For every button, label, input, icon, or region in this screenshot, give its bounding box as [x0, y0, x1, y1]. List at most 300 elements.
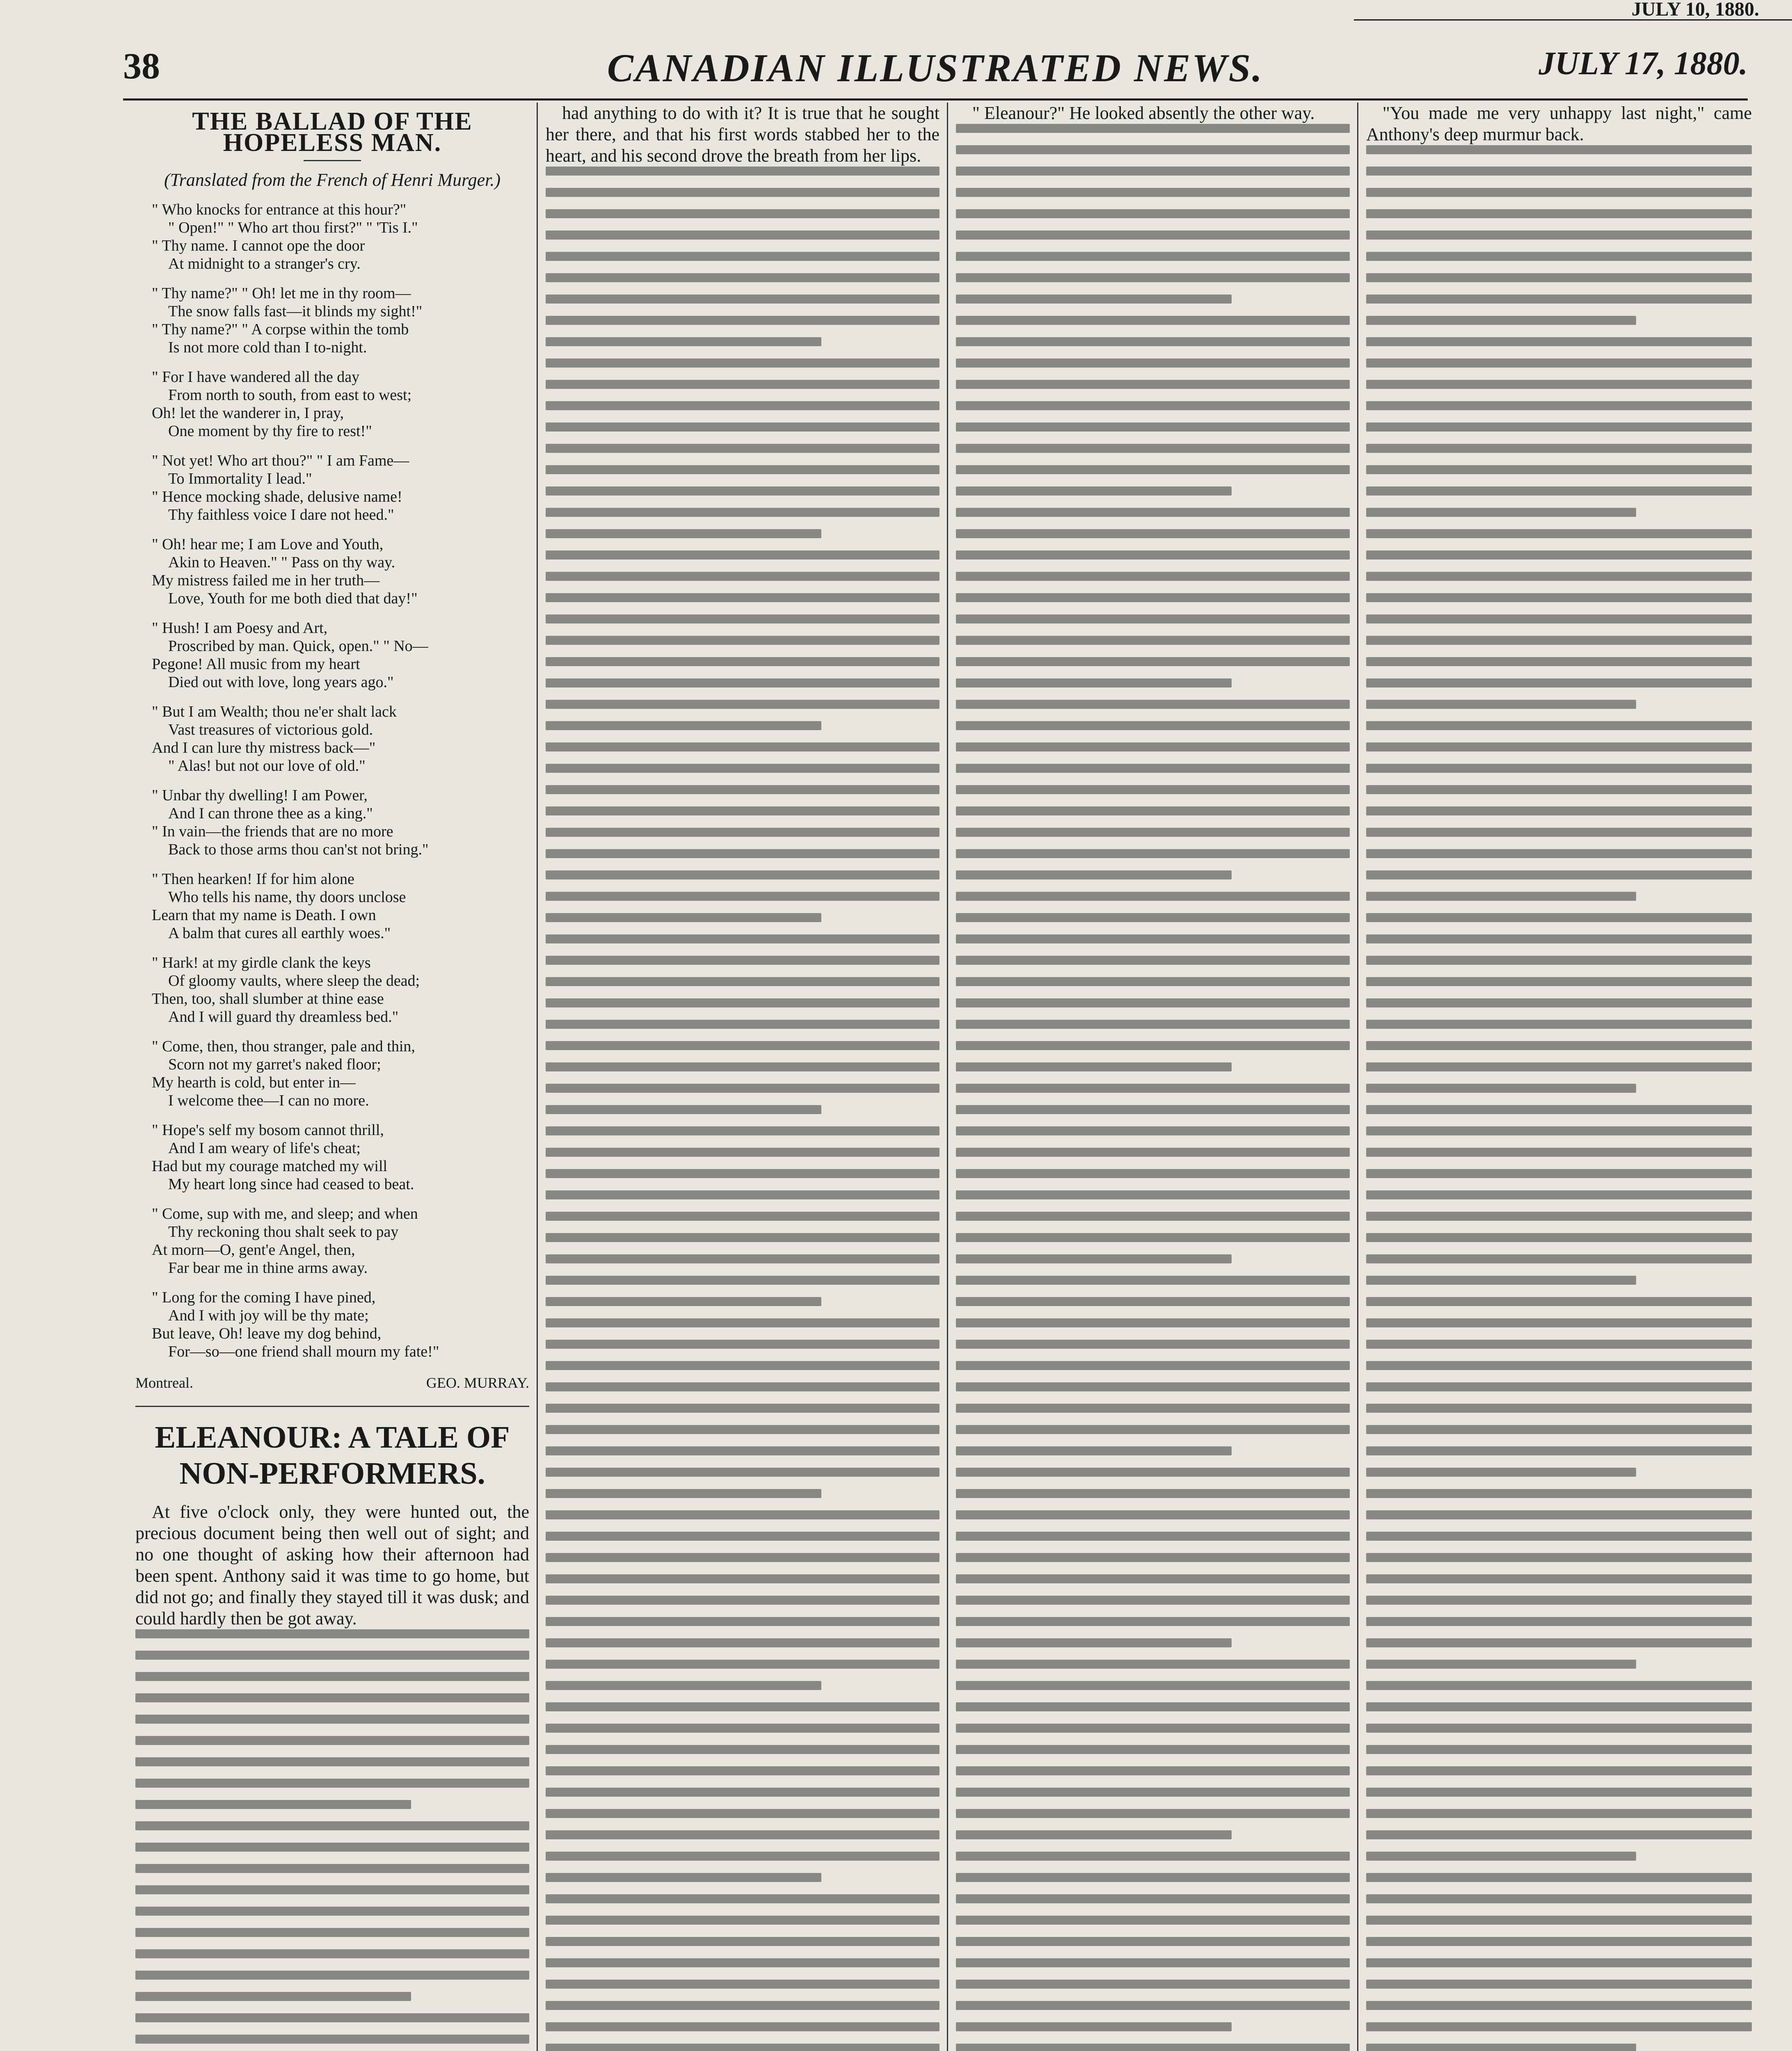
- poem-stanza: [152, 535, 529, 608]
- poem-stanza: [152, 1121, 529, 1193]
- poem-stanza: [152, 1037, 529, 1110]
- poem-heading: THE BALLAD OF THE HOPELESS MAN.: [192, 107, 473, 157]
- text-line: [1366, 423, 1752, 432]
- poem-line: At morn—O, gent'e Angel, then,: [152, 1241, 355, 1258]
- text-line: [956, 593, 1350, 602]
- text-line: [546, 423, 939, 432]
- text-line: [956, 1169, 1350, 1178]
- text-line: [135, 1843, 529, 1852]
- text-line: [546, 1318, 939, 1327]
- text-line: [956, 892, 1350, 901]
- text-line: [135, 1651, 529, 1660]
- text-line: [546, 892, 939, 901]
- text-line: [1366, 1510, 1752, 1519]
- text-line: [546, 1041, 939, 1050]
- text-line: [1366, 1084, 1636, 1093]
- poem-stanza: [152, 452, 529, 524]
- text-line: [1366, 913, 1752, 922]
- text-line: [546, 1681, 821, 1690]
- poem-stanza: [152, 954, 529, 1026]
- text-line: [956, 785, 1350, 794]
- text-line: [546, 913, 821, 922]
- text-line: [956, 1126, 1350, 1135]
- text-line: [956, 1318, 1350, 1327]
- text-line: [956, 1638, 1232, 1647]
- text-line: [956, 764, 1350, 773]
- text-line: [956, 1788, 1350, 1797]
- text-line: [546, 1084, 939, 1093]
- text-line: [956, 1062, 1232, 1071]
- text-line: [546, 550, 939, 560]
- text-line: [956, 550, 1350, 560]
- text-line: [956, 678, 1232, 687]
- poem-line: Love, Youth for me both died that day!": [168, 590, 418, 607]
- poem-line: And I can lure thy mistress back—": [152, 739, 376, 756]
- text-line: [1366, 892, 1636, 901]
- text-line: [546, 742, 939, 751]
- text-line: [956, 359, 1350, 368]
- text-line: [956, 614, 1350, 624]
- poem-line: Oh! let the wanderer in, I pray,: [152, 404, 344, 422]
- text-line: [546, 1020, 939, 1029]
- story-heading: ELEANOUR: A TALE OF NON-PERFORMERS.: [155, 1420, 510, 1491]
- text-line: [546, 337, 821, 346]
- poem-line: Scorn not my garret's naked floor;: [168, 1056, 381, 1073]
- text-line: [546, 1297, 821, 1306]
- text-line: [1366, 1702, 1752, 1711]
- text-line: [1366, 444, 1752, 453]
- text-line: [956, 913, 1350, 922]
- text-line: [1366, 1020, 1752, 1029]
- text-line: [956, 1446, 1232, 1455]
- poem-line: The snow falls fast—it blinds my sight!": [168, 303, 423, 320]
- text-line: [956, 1361, 1350, 1370]
- poem-line: " Open!" " Who art thou first?" " 'Tis I.": [168, 219, 418, 236]
- text-line: [546, 1340, 939, 1349]
- text-line: [546, 806, 939, 815]
- text-line: [546, 1894, 939, 1903]
- poem-line: " In vain—the friends that are no more: [152, 823, 393, 840]
- text-line: [546, 1809, 939, 1818]
- poem-line: Pegone! All music from my heart: [152, 655, 360, 673]
- text-line: [1366, 1830, 1752, 1839]
- text-line: [1366, 1446, 1752, 1455]
- text-line: [546, 1212, 939, 1221]
- text-line: [956, 124, 1350, 133]
- text-line: [956, 1340, 1350, 1349]
- text-line: [546, 1105, 821, 1114]
- text-line: [1366, 1318, 1752, 1327]
- poem-place: Montreal.: [135, 1375, 193, 1391]
- poem-line: But leave, Oh! leave my dog behind,: [152, 1325, 382, 1342]
- text-line: [1366, 1361, 1752, 1370]
- column-text: had anything to do with it? It is true that he sought her there, and that his first words stabbed her to the heart, and his second drove the breath from her lips.: [546, 103, 939, 166]
- text-line: [1366, 550, 1752, 560]
- text-line: [1366, 1276, 1636, 1285]
- text-line: [1366, 1425, 1752, 1434]
- poem-line: Back to those arms thou can'st not bring.": [168, 841, 429, 858]
- text-line: [546, 1446, 939, 1455]
- text-line: [956, 870, 1232, 879]
- text-line: [135, 1693, 529, 1702]
- text-line: [956, 2044, 1350, 2051]
- text-line: [546, 1489, 821, 1498]
- poem-line: " Alas! but not our love of old.": [168, 757, 366, 774]
- text-line: [546, 1958, 939, 1967]
- poem-line: From north to south, from east to west;: [168, 386, 412, 404]
- text-line: [1366, 359, 1752, 368]
- text-line: [135, 1821, 529, 1830]
- poem-line: " Thy name?" " Oh! let me in thy room—: [152, 285, 411, 302]
- text-line: [546, 700, 939, 709]
- text-line: [546, 2044, 939, 2051]
- text-line: [1366, 1873, 1752, 1882]
- text-line: [1366, 1105, 1752, 1114]
- poem-stanza: [152, 1288, 529, 1361]
- text-line: [1366, 486, 1752, 496]
- text-line: [546, 764, 939, 773]
- text-line: [546, 295, 939, 304]
- text-line: [956, 1105, 1350, 1114]
- text-line: [135, 1779, 529, 1788]
- text-line: [1366, 1617, 1752, 1626]
- poem-line: Learn that my name is Death. I own: [152, 907, 376, 924]
- text-line: [546, 1233, 939, 1242]
- poem-line: Far bear me in thine arms away.: [168, 1259, 368, 1277]
- text-line: [546, 508, 939, 517]
- text-line: [546, 1638, 939, 1647]
- poem-stanza: [152, 284, 529, 356]
- text-line: [956, 423, 1350, 432]
- text-line: [956, 380, 1350, 389]
- body-text: [135, 1629, 529, 2051]
- poem-line: Had but my courage matched my will: [152, 1158, 388, 1175]
- text-line: [1366, 1958, 1752, 1967]
- text-line: [135, 1907, 529, 1916]
- poem-line: " Come, then, thou stranger, pale and thin,: [152, 1038, 415, 1055]
- poem-line: " Who knocks for entrance at this hour?": [152, 201, 407, 218]
- text-line: [1366, 1852, 1636, 1861]
- text-line: [1366, 380, 1752, 389]
- text-line: [1366, 1340, 1752, 1349]
- text-line: [1366, 721, 1752, 730]
- text-line: [1366, 1553, 1752, 1562]
- poem-line: Thy reckoning thou shalt seek to pay: [168, 1223, 399, 1240]
- text-line: [956, 145, 1350, 154]
- text-line: [1366, 508, 1636, 517]
- text-line: [1366, 1468, 1636, 1477]
- text-line: [546, 1190, 939, 1199]
- poem-line: One moment by thy fire to rest!": [168, 423, 372, 440]
- text-line: [546, 1873, 821, 1882]
- poem-line: " Come, sup with me, and sleep; and when: [152, 1205, 418, 1222]
- poem-line: To Immortality I lead.": [168, 470, 312, 487]
- text-line: [546, 1510, 939, 1519]
- text-line: [956, 721, 1350, 730]
- poem-line: Of gloomy vaults, where sleep the dead;: [168, 972, 420, 989]
- text-line: [546, 1361, 939, 1370]
- text-line: [135, 1949, 529, 1958]
- text-line: [135, 1672, 529, 1681]
- text-line: [1366, 1574, 1752, 1583]
- poem-line: Proscribed by man. Quick, open." " No—: [168, 637, 428, 655]
- body-text: [546, 167, 939, 2051]
- text-line: [1366, 1190, 1752, 1199]
- text-line: [1366, 337, 1752, 346]
- text-line: [1366, 1233, 1752, 1242]
- text-line: [956, 1830, 1232, 1839]
- text-line: [956, 1681, 1350, 1690]
- text-line: [956, 1382, 1350, 1391]
- text-line: [956, 1276, 1350, 1285]
- text-line: [956, 1916, 1350, 1925]
- text-line: [546, 1617, 939, 1626]
- text-line: [1366, 657, 1752, 666]
- text-line: [135, 1736, 529, 1745]
- text-line: [546, 1788, 939, 1797]
- text-line: [546, 657, 939, 666]
- text-line: [956, 1510, 1350, 1519]
- text-line: [956, 1745, 1350, 1754]
- text-line: [956, 1297, 1350, 1306]
- text-line: [135, 1715, 529, 1724]
- text-line: [956, 465, 1350, 474]
- text-line: [546, 1126, 939, 1135]
- text-line: [956, 1809, 1350, 1818]
- poem-line: Thy faithless voice I dare not heed.": [168, 506, 394, 523]
- poem-stanza: [152, 201, 529, 273]
- divider: [135, 1406, 529, 1407]
- text-line: [1366, 700, 1636, 709]
- text-line: [546, 444, 939, 453]
- text-line: [1366, 806, 1752, 815]
- text-line: [956, 1958, 1350, 1967]
- text-line: [1366, 870, 1752, 879]
- text-line: [546, 572, 939, 581]
- text-line: [1366, 1766, 1752, 1775]
- text-line: [546, 1937, 939, 1946]
- text-line: [956, 1190, 1350, 1199]
- text-line: [546, 1276, 939, 1285]
- text-line: [956, 1596, 1350, 1605]
- text-line: [956, 849, 1350, 858]
- text-line: [546, 785, 939, 794]
- text-line: [546, 678, 939, 687]
- text-line: [956, 934, 1350, 943]
- text-line: [1366, 1660, 1636, 1669]
- text-line: [1366, 273, 1752, 282]
- text-line: [956, 1852, 1350, 1861]
- text-line: [1366, 252, 1752, 261]
- text-line: [956, 806, 1350, 815]
- text-line: [546, 529, 821, 538]
- body-text: [1366, 145, 1752, 2051]
- poem-stanza: [152, 368, 529, 440]
- column-text: " Eleanour?" He looked absently the other way.: [972, 103, 1315, 123]
- text-line: [1366, 1126, 1752, 1135]
- poem-author: GEO. MURRAY.: [426, 1375, 529, 1391]
- column-rule: [1357, 103, 1358, 2051]
- text-line: [956, 1660, 1350, 1669]
- text-line: [1366, 188, 1752, 197]
- text-line: [956, 1425, 1350, 1434]
- poem-line: " Not yet! Who art thou?" " I am Fame—: [152, 452, 409, 469]
- text-line: [956, 529, 1350, 538]
- text-line: [1366, 1894, 1752, 1903]
- poem-line: And I with joy will be thy mate;: [168, 1307, 369, 1324]
- poem-line: " Hark! at my girdle clank the keys: [152, 954, 371, 971]
- text-line: [546, 1980, 939, 1989]
- poem-line: Akin to Heaven." " Pass on thy way.: [168, 554, 395, 571]
- text-line: [546, 1468, 939, 1477]
- text-line: [956, 1041, 1350, 1050]
- poem-line: A balm that cures all earthly woes.": [168, 925, 391, 942]
- poem-line: Then, too, shall slumber at thine ease: [152, 990, 384, 1007]
- text-line: [546, 1553, 939, 1562]
- divider: [304, 160, 361, 161]
- text-line: [1366, 1041, 1752, 1050]
- text-line: [1366, 1169, 1752, 1178]
- text-line: [546, 359, 939, 368]
- text-line: [956, 828, 1350, 837]
- text-line: [1366, 934, 1752, 943]
- text-line: [956, 1873, 1350, 1882]
- text-line: [956, 2022, 1232, 2031]
- text-line: [956, 700, 1350, 709]
- text-line: [546, 1745, 939, 1754]
- text-line: [135, 1800, 411, 1809]
- text-line: [1366, 465, 1752, 474]
- text-line: [1366, 1382, 1752, 1391]
- text-line: [546, 1148, 939, 1157]
- text-line: [956, 1553, 1350, 1562]
- text-line: [1366, 231, 1752, 240]
- column-text: "You made me very unhappy last night," came Anthony's deep murmur back.: [1366, 103, 1752, 144]
- text-line: [1366, 295, 1752, 304]
- column-4: [1366, 103, 1752, 2051]
- text-line: [956, 572, 1350, 581]
- poem-line: " Thy name?" " A corpse within the tomb: [152, 321, 409, 338]
- text-line: [546, 636, 939, 645]
- text-line: [1366, 1532, 1752, 1541]
- text-line: [546, 1425, 939, 1434]
- newspaper-title: CANADIAN ILLUSTRATED NEWS.: [607, 46, 1264, 90]
- text-line: [546, 1766, 939, 1775]
- poem-line: And I am weary of life's cheat;: [168, 1140, 361, 1157]
- poem-line: At midnight to a stranger's cry.: [168, 255, 361, 272]
- poem-line: I welcome thee—I can no more.: [168, 1092, 369, 1109]
- poem-line: Died out with love, long years ago.": [168, 674, 394, 691]
- text-line: [956, 273, 1350, 282]
- text-line: [135, 2035, 529, 2044]
- poem-stanza: [152, 870, 529, 942]
- text-line: [1366, 1212, 1752, 1221]
- text-line: [546, 465, 939, 474]
- text-line: [546, 849, 939, 858]
- text-line: [1366, 636, 1752, 645]
- text-line: [546, 1596, 939, 1605]
- column-2: [546, 103, 939, 2051]
- text-line: [956, 1233, 1350, 1242]
- text-line: [956, 956, 1350, 965]
- text-line: [546, 1724, 939, 1733]
- text-line: [546, 209, 939, 218]
- text-line: [135, 1971, 529, 1980]
- text-line: [1366, 593, 1752, 602]
- text-line: [956, 1724, 1350, 1733]
- poem-stanza: [152, 786, 529, 859]
- text-line: [546, 401, 939, 410]
- text-line: [956, 1212, 1350, 1221]
- text-line: [956, 636, 1350, 645]
- text-line: [546, 167, 939, 176]
- text-line: [1366, 977, 1752, 986]
- text-line: [956, 337, 1350, 346]
- text-line: [1366, 167, 1752, 176]
- text-line: [135, 1885, 529, 1894]
- poem-signature: [135, 1372, 529, 1393]
- text-line: [546, 486, 939, 496]
- text-line: [1366, 956, 1752, 965]
- text-line: [1366, 401, 1752, 410]
- text-line: [1366, 2022, 1752, 2031]
- text-line: [546, 1830, 939, 1839]
- text-line: [546, 1382, 939, 1391]
- text-line: [1366, 742, 1752, 751]
- text-line: [546, 1062, 939, 1071]
- text-line: [546, 998, 939, 1007]
- text-line: [1366, 1980, 1752, 1989]
- text-line: [1366, 614, 1752, 624]
- text-line: [546, 593, 939, 602]
- text-line: [546, 828, 939, 837]
- story-opening: At five o'clock only, they were hunted out, the precious document being then well out of sight; and no one thought of asking how their afternoon had been spent. Anthony said it was time to go home, but did not go; and finally they stayed till it was dusk; and could hardly then be got away.: [135, 1502, 529, 1628]
- text-line: [956, 167, 1350, 176]
- text-line: [956, 508, 1350, 517]
- poem-line: " Hush! I am Poesy and Art,: [152, 619, 328, 637]
- text-line: [135, 1992, 411, 2001]
- text-line: [1366, 1062, 1752, 1071]
- poem-line: " Thy name. I cannot ope the door: [152, 237, 365, 254]
- translation-note: (Translated from the French of Henri Murger.): [164, 170, 501, 190]
- text-line: [1366, 1148, 1752, 1157]
- text-line: [1366, 2044, 1636, 2051]
- poem-stanza: [152, 619, 529, 691]
- issue-date: JULY 17, 1880.: [1538, 46, 1748, 82]
- column-1: [135, 103, 529, 2051]
- poem-line: " For I have wandered all the day: [152, 368, 360, 386]
- text-line: [1366, 1681, 1752, 1690]
- text-line: [546, 956, 939, 965]
- column-3: [956, 103, 1350, 2051]
- text-line: [546, 1660, 939, 1669]
- page-number: 38: [123, 46, 160, 87]
- text-line: [1366, 1489, 1752, 1498]
- previous-page-stub: JULY 10, 1880.: [1354, 0, 1792, 21]
- text-line: [956, 209, 1350, 218]
- text-line: [956, 977, 1350, 986]
- text-line: [1366, 1724, 1752, 1733]
- poem-line: " Hope's self my bosom cannot thrill,: [152, 1121, 384, 1139]
- text-line: [956, 231, 1350, 240]
- poem-line: " Hence mocking shade, delusive name!: [152, 488, 402, 505]
- text-line: [1366, 1809, 1752, 1818]
- text-line: [546, 1404, 939, 1413]
- poem-stanza: [152, 1205, 529, 1277]
- text-line: [546, 273, 939, 282]
- text-line: [1366, 1638, 1752, 1647]
- text-line: [956, 1980, 1350, 1989]
